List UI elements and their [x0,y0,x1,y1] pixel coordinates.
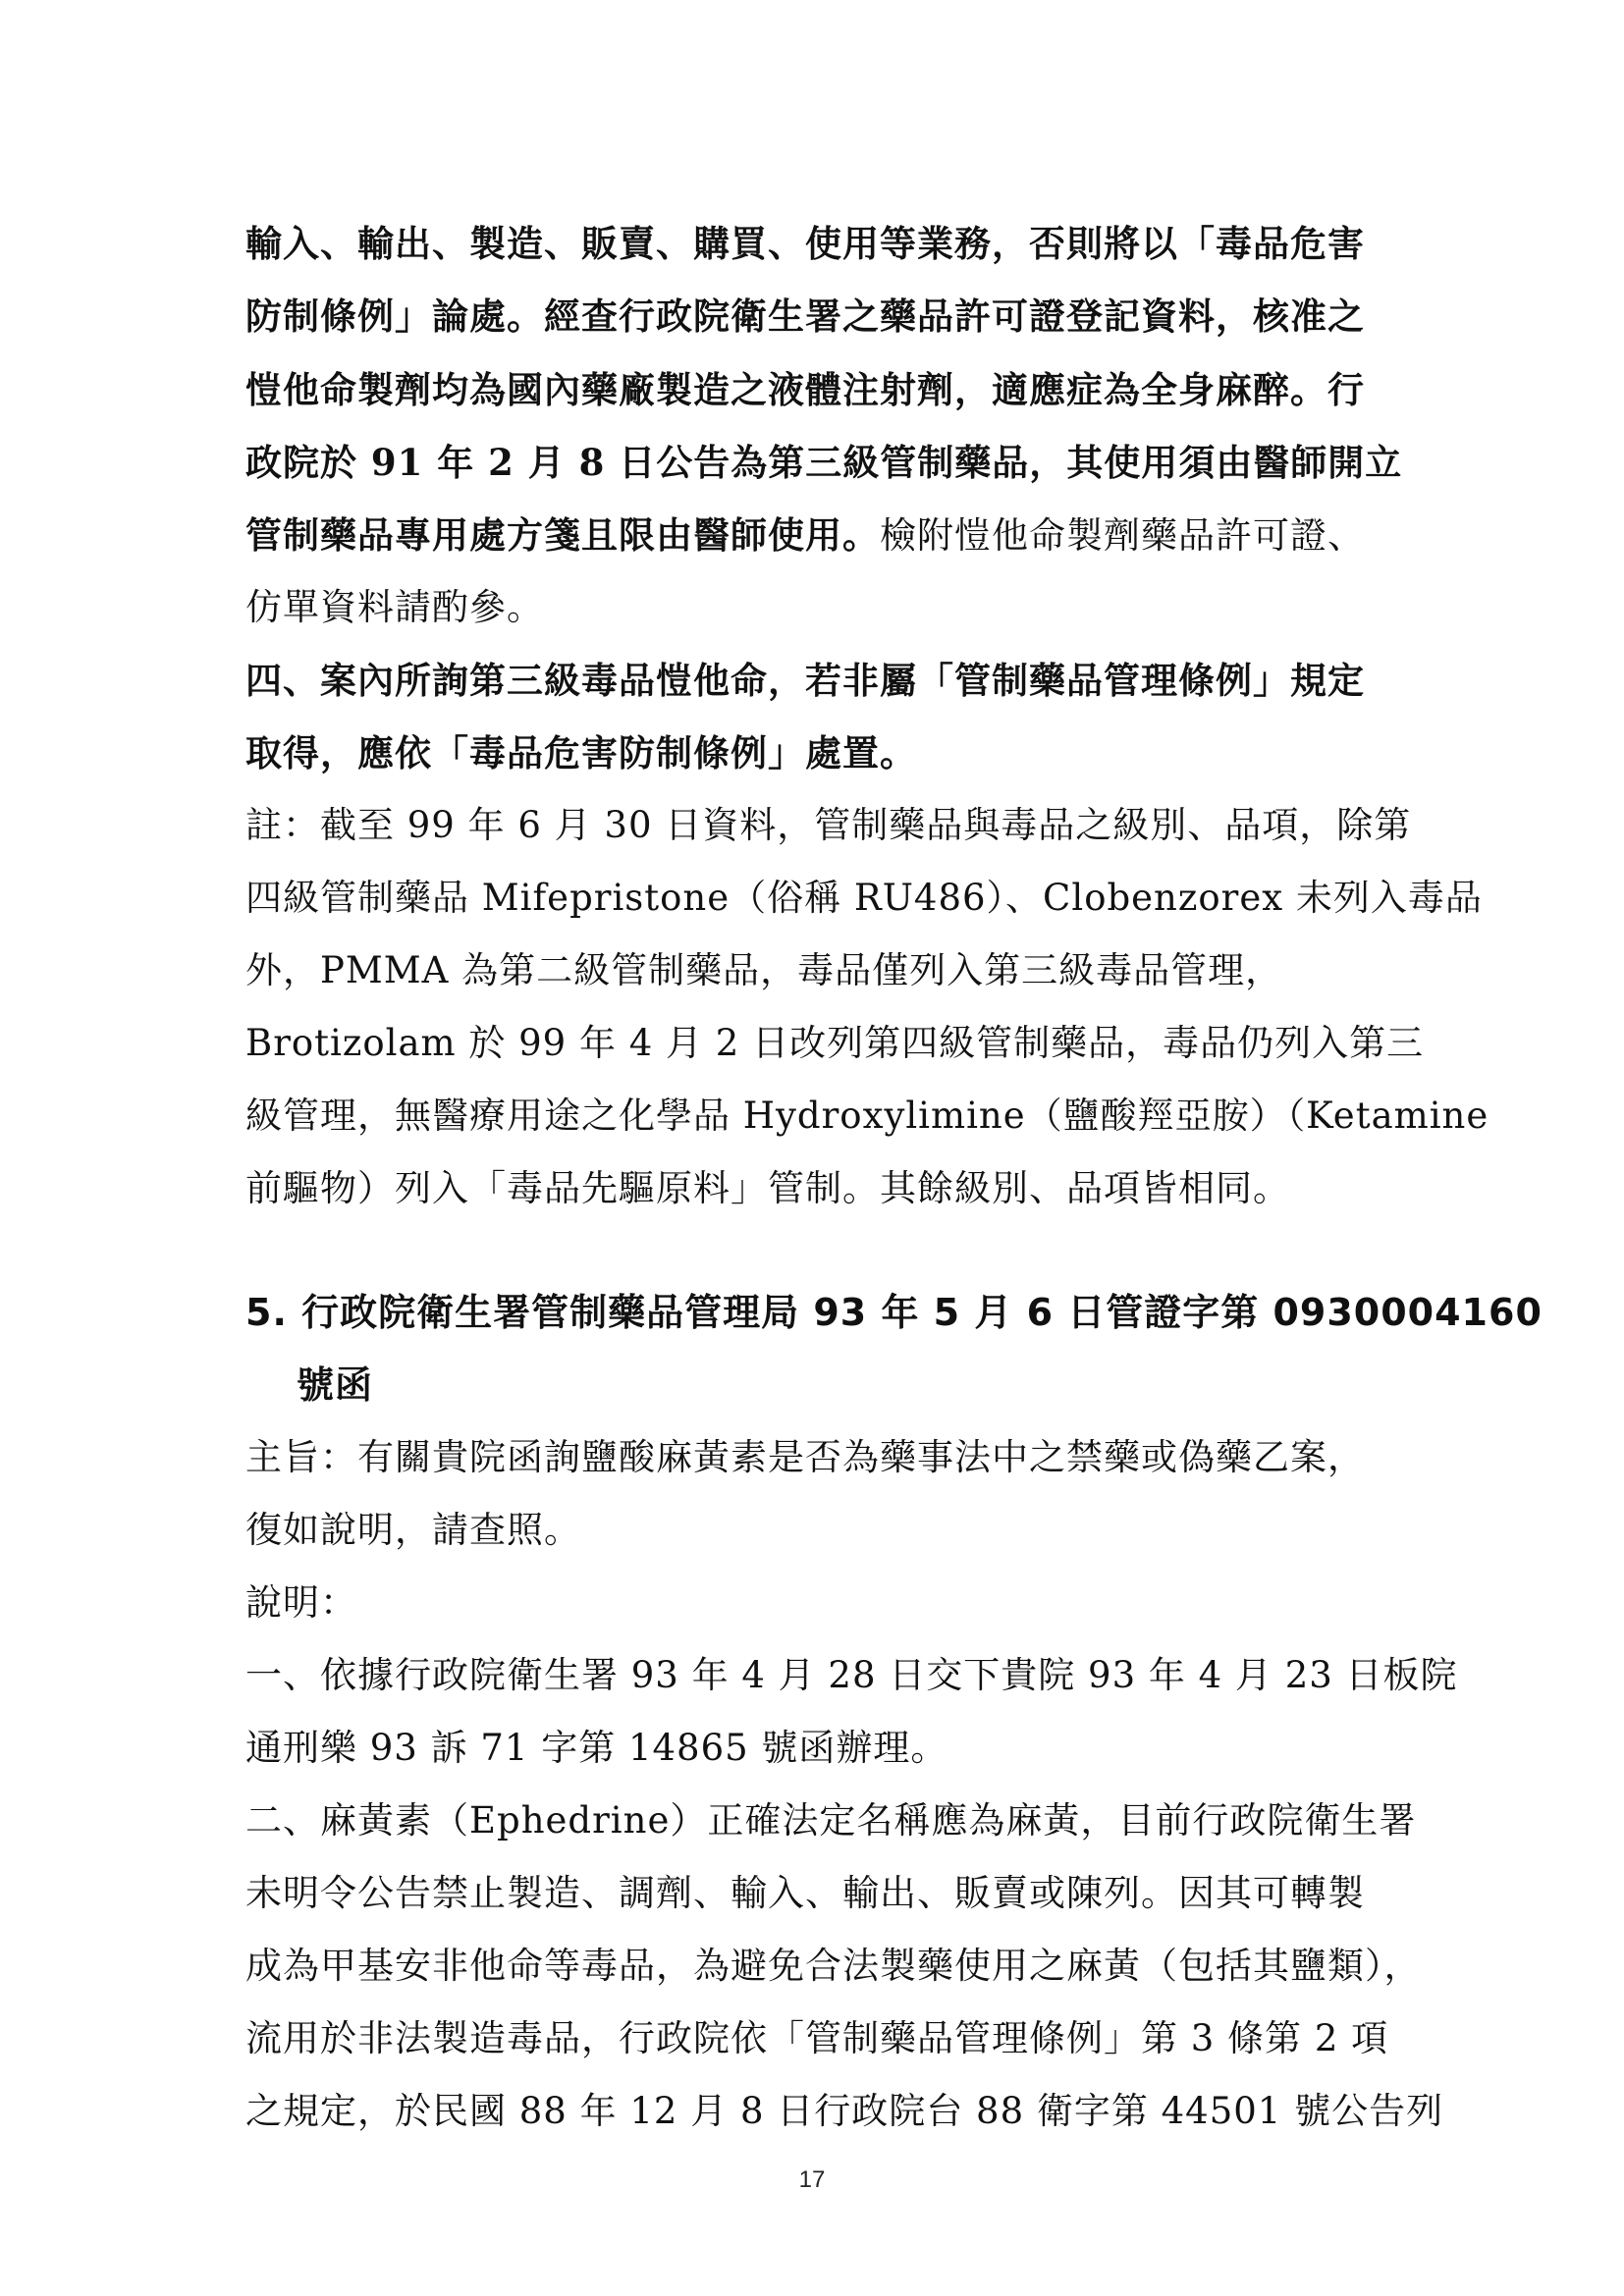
body-text-regular-span: 檢附愷他命製劑藥品許可證、 [880,514,1365,557]
explanation-label: 說明： [245,1581,357,1624]
body-text-line: 輸入、輸出、製造、販賣、購買、使用等業務，否則將以「毒品危害 [245,222,1365,265]
section-heading-continued: 號函 [297,1363,374,1407]
body-text-line: 未明令公告禁止製造、調劑、輸入、輸出、販賣或陳列。因其可轉製 [245,1872,1365,1914]
body-text-line: 成為甲基安非他命等毒品，為避免合法製藥使用之麻黃（包括其鹽類）， [245,1945,1422,1987]
note-text-line: Brotizolam 於 99 年 4 月 2 日改列第四級管制藥品，毒品仍列入第三 [245,1022,1425,1064]
subject-text-line: 復如說明，請查照。 [245,1509,581,1551]
body-text-bold-span: 管制藥品專用處方箋且限由醫師使用。 [245,513,880,557]
note-text-line: 級管理，無醫療用途之化學品 Hydroxylimine（鹽酸羥亞胺）（Ketamine [245,1095,1489,1137]
body-text-line: 之規定，於民國 88 年 12 月 8 日行政院台 88 衛字第 44501 號公告列 [245,2090,1444,2132]
section-heading: 5. 行政院衛生署管制藥品管理局 93 年 5 月 6 日管證字第 0930004160 [245,1291,1543,1334]
body-text-line: 二、麻黃素（Ephedrine）正確法定名稱應為麻黃，目前行政院衛生署 [245,1799,1417,1842]
body-text-line [245,509,1394,561]
section-item-four: 四、案內所詢第三級毒品愷他命，若非屬「管制藥品管理條例」規定 [245,659,1365,702]
subject-text-line: 主旨：有關貴院函詢鹽酸麻黃素是否為藥事法中之禁藥或偽藥乙案， [245,1436,1365,1478]
body-text-line: 政院於 91 年 2 月 8 日公告為第三級管制藥品，其使用須由醫師開立 [245,441,1403,484]
note-text-line: 外，PMMA 為第二級管制藥品，毒品僅列入第三級毒品管理， [245,949,1283,991]
body-text-line: 取得，應依「毒品危害防制條例」處置。 [245,731,917,774]
body-text-line: 一、依據行政院衛生署 93 年 4 月 28 日交下貴院 93 年 4 月 23 日板院 [245,1654,1458,1696]
body-text-line: 仿單資料請酌參。 [245,586,544,628]
note-text-line: 四級管制藥品 Mifepristone（俗稱 RU486）、Clobenzorex 未列入毒品 [245,877,1483,919]
note-text-line: 前驅物）列入「毒品先驅原料」管制。其餘級別、品項皆相同。 [245,1167,1290,1209]
body-text-line: 防制條例」論處。經查行政院衛生署之藥品許可證登記資料，核准之 [245,294,1365,338]
page-number: 17 [798,2166,826,2193]
body-text-line: 愷他命製劑均為國內藥廠製造之液體注射劑，適應症為全身麻醉。行 [245,368,1365,411]
body-text-line: 流用於非法製造毒品，行政院依「管制藥品管理條例」第 3 條第 2 項 [245,2017,1389,2059]
body-text-line: 通刑樂 93 訴 71 字第 14865 號函辦理。 [245,1727,948,1769]
note-text-line: 註：截至 99 年 6 月 30 日資料，管制藥品與毒品之級別、品項，除第 [245,804,1412,846]
